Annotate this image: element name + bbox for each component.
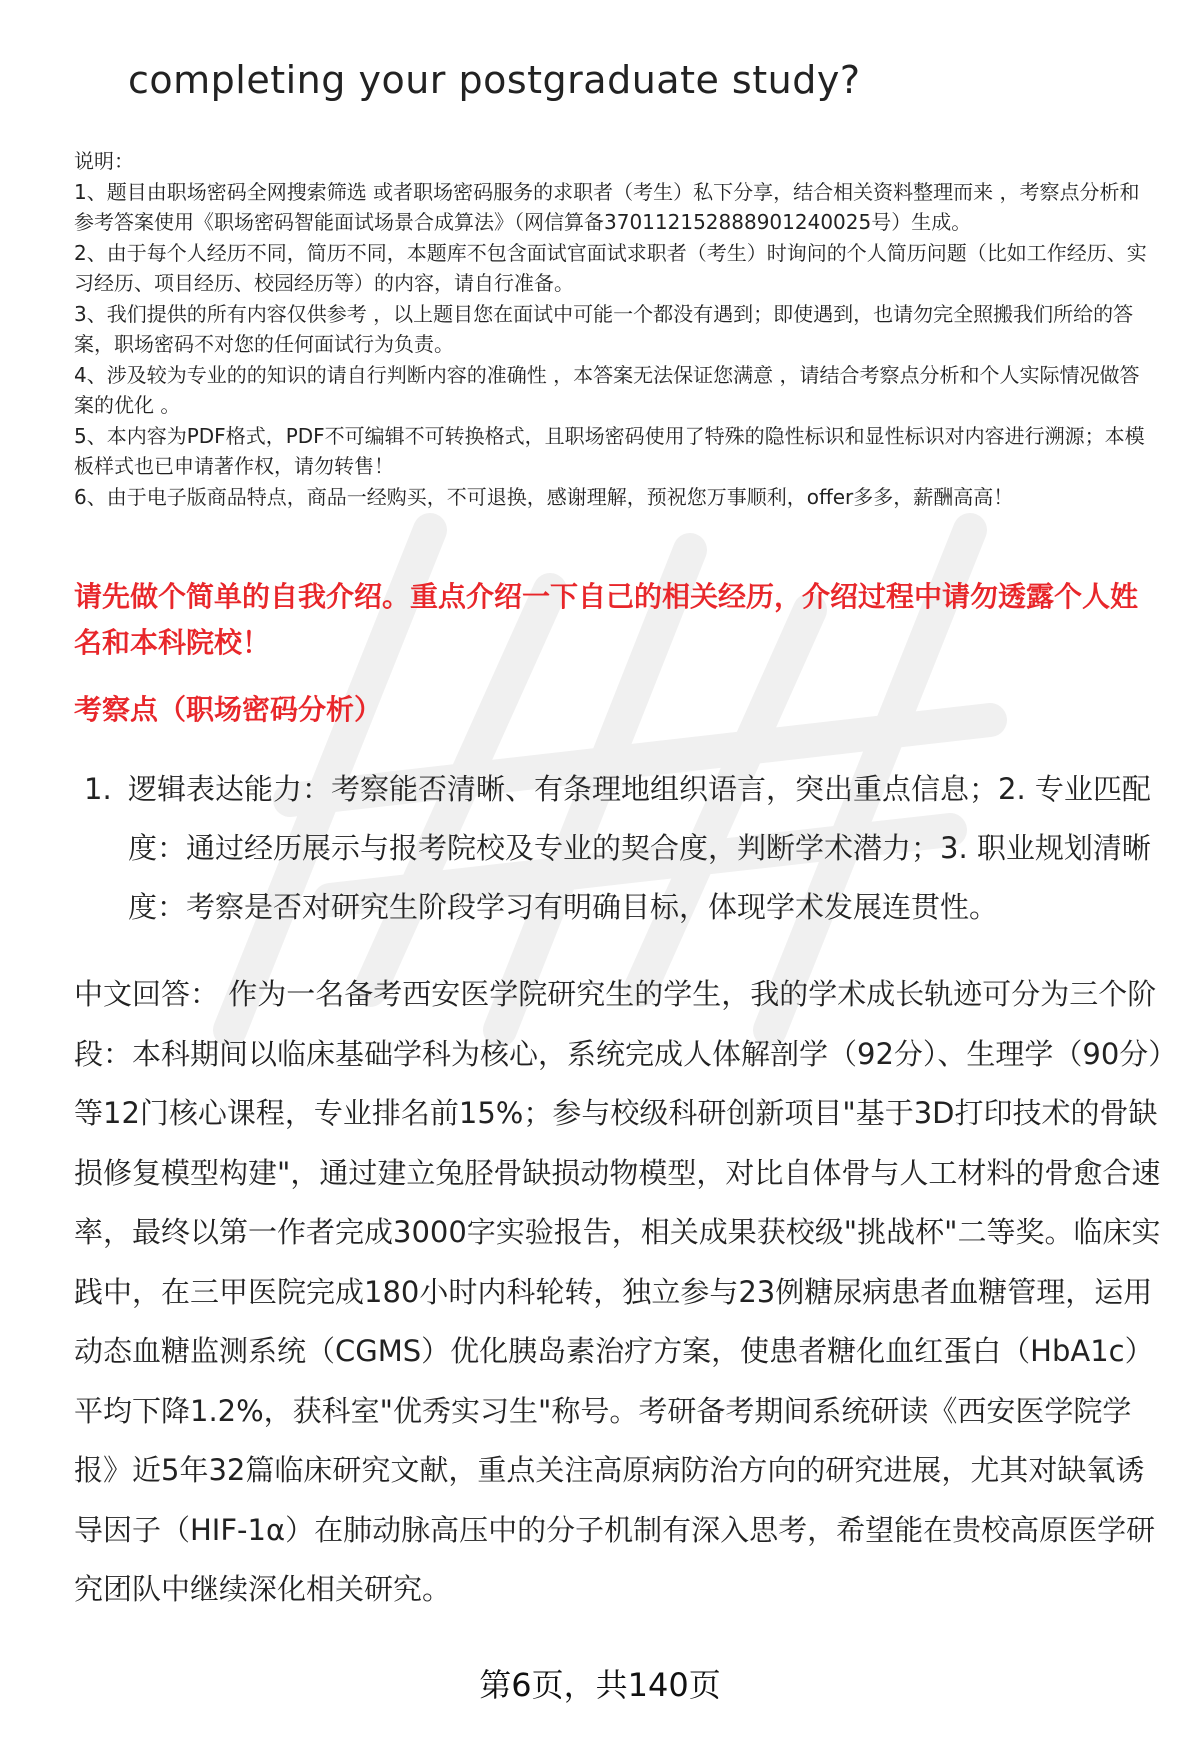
note-item: 5、本内容为PDF格式，PDF不可编辑不可转换格式，且职场密码使用了特殊的隐性标识和显性标识对内容进行溯源；本模板样式也已申请著作权，请勿转售！ bbox=[74, 423, 1145, 478]
note-item: 4、涉及较为专业的的知识的请自行判断内容的准确性 ，本答案无法保证您满意 ，请结合考察点分析和个人实际情况做答案的优化 。 bbox=[74, 362, 1140, 417]
note-item: 1、题目由职场密码全网搜索筛选 或者职场密码服务的求职者（考生）私下分享，结合相关资料整理而来 ，考察点分析和参考答案使用《职场密码智能面试场景合成算法》（网信算备370112152888901240025号）生成。 bbox=[74, 179, 1140, 234]
note-item: 3、我们提供的所有内容仅供参考 ，以上题目您在面试中可能一个都没有遇到；即使遇到，也请勿完全照搬我们所给的答案，职场密码不对您的任何面试行为负责。 bbox=[74, 301, 1134, 356]
notes-block bbox=[74, 146, 1154, 512]
analysis-text: 逻辑表达能力：考察能否清晰、有条理地组织语言，突出重点信息；2. 专业匹配度：通过经历展示与报考院校及专业的契合度，判断学术潜力；3. 职业规划清晰度：考察是否对研究生阶段学习有明确目标，体现学术发展连贯性。 bbox=[128, 772, 1151, 924]
analysis-title: 考察点（职场密码分析） bbox=[74, 693, 383, 726]
list-number: 1. bbox=[84, 772, 112, 806]
question-heading-continuation: completing your postgraduate study? bbox=[128, 58, 861, 102]
interview-question: 请先做个简单的自我介绍。重点介绍一下自己的相关经历，介绍过程中请勿透露个人姓名和本科院校！ bbox=[74, 580, 1139, 659]
note-item: 2、由于每个人经历不同，简历不同，本题库不包含面试官面试求职者（考生）时询问的个人简历问题（比如工作经历、实习经历、项目经历、校园经历等）的内容，请自行准备。 bbox=[74, 240, 1147, 295]
notes-label: 说明： bbox=[74, 149, 134, 173]
note-item: 6、由于电子版商品特点，商品一经购买，不可退换，感谢理解，预祝您万事顺利，offer多多，薪酬高高！ bbox=[74, 484, 1014, 509]
page-number: 第6页，共140页 bbox=[479, 1666, 721, 1704]
chinese-answer: 中文回答： 作为一名备考西安医学院研究生的学生，我的学术成长轨迹可分为三个阶段：本科期间以临床基础学科为核心，系统完成人体解剖学（92分）、生理学（90分）等12门核心课程，专业排名前15%；参与校级科研创新项目"基于3D打印技术的骨缺损修复模型构建"，通过建立兔胫骨缺损动物模型，对比自体骨与人工材料的骨愈合速率，最终以第一作者完成3000字实验报告，相关成果获校级"挑战杯"二等奖。临床实践中，在三甲医院完成180小时内科轮转，独立参与23例糖尿病患者血糖管理，运用动态血糖监测系统（CGMS）优化胰岛素治疗方案，使患者糖化血红蛋白（HbA1c）平均下降1.2%，获科室"优秀实习生"称号。考研备考期间系统研读《西安医学院学报》近5年32篇临床研究文献，重点关注高原病防治方向的研究进展，尤其对缺氧诱导因子（HIF-1α）在肺动脉高压中的分子机制有深入思考，希望能在贵校高原医学研究团队中继续深化相关研究。 bbox=[74, 977, 1163, 1606]
analysis-list-item bbox=[84, 760, 1164, 937]
